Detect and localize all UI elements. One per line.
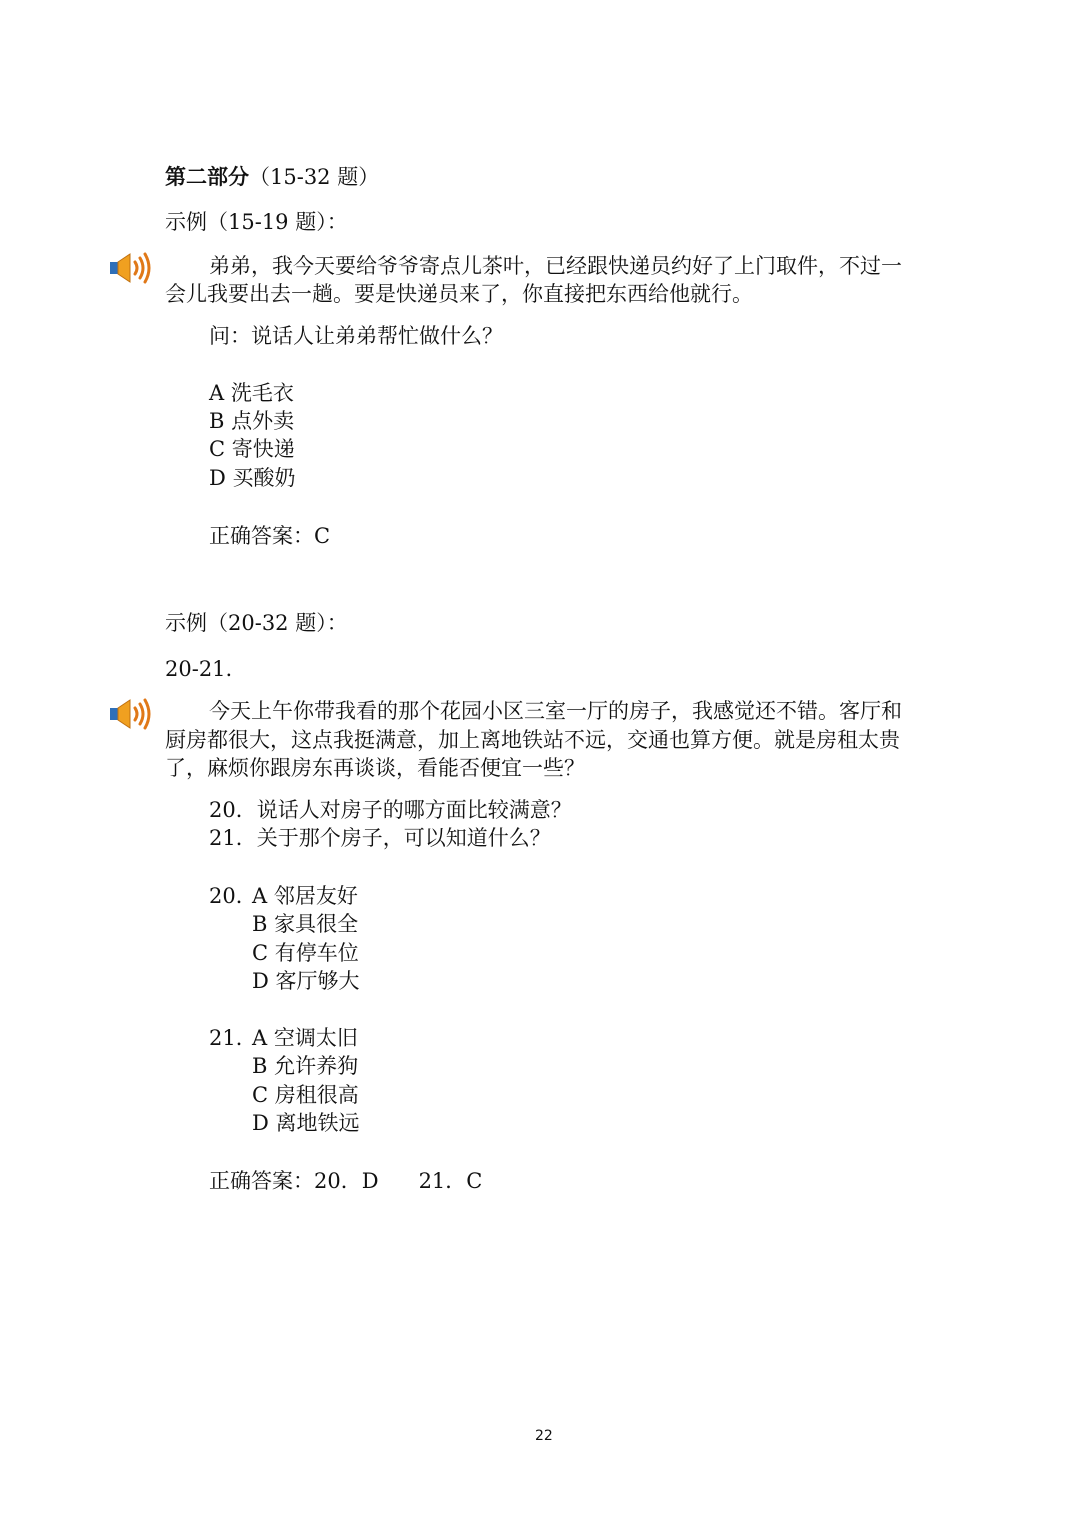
- part-heading: [165, 163, 379, 191]
- example1-option: C 寄快递: [209, 437, 295, 461]
- option-20: D 客厅够大: [252, 969, 360, 993]
- option-21: A 空调太旧: [252, 1026, 358, 1050]
- example2-question-21: 21．关于那个房子，可以知道什么？: [209, 826, 551, 850]
- option-21: B 允许养狗: [252, 1054, 359, 1078]
- page-number: 22: [535, 1428, 553, 1444]
- option-20: A 邻居友好: [252, 884, 358, 908]
- example1-option: D 买酸奶: [209, 466, 296, 490]
- part-heading-title: 第二部分: [165, 164, 249, 189]
- example2-passage-line2: 厨房都很大，这点我挺满意，加上离地铁站不远，交通也算方便。就是房租太贵: [165, 728, 900, 752]
- example1-label: 示例（15-19 题）：: [165, 210, 348, 234]
- example2-passage-line3: 了，麻烦你跟房东再谈谈，看能否便宜一些？: [165, 756, 585, 780]
- example2-label: 示例（20-32 题）：: [165, 611, 348, 635]
- answer-label: 正确答案：: [209, 1169, 314, 1193]
- example1-option: A 洗毛衣: [209, 381, 294, 405]
- example1-passage-line2: 会儿我要出去一趟。要是快递员来了，你直接把东西给他就行。: [165, 282, 753, 306]
- option-20: B 家具很全: [252, 912, 359, 936]
- part-heading-range: （15-32 题）: [249, 165, 380, 189]
- example2-passage-line1: 今天上午你带我看的那个花园小区三室一厅的房子，我感觉还不错。客厅和: [209, 699, 902, 723]
- example1-question: 问：说话人让弟弟帮忙做什么？: [209, 324, 503, 348]
- example1-passage-line1: 弟弟，我今天要给爷爷寄点儿茶叶，已经跟快递员约好了上门取件，不过一: [209, 254, 902, 278]
- option-21: C 房租很高: [252, 1083, 359, 1107]
- example1-option: B 点外卖: [209, 409, 295, 433]
- answer-20: 20．D: [314, 1169, 379, 1193]
- option-20: C 有停车位: [252, 941, 359, 965]
- example2-question-20: 20．说话人对房子的哪方面比较满意？: [209, 798, 572, 822]
- example1-answer: 正确答案：C: [209, 524, 331, 548]
- example2-group: 20-21.: [165, 657, 233, 681]
- speaker-icon[interactable]: [108, 251, 154, 285]
- options-21-number: 21．: [209, 1026, 257, 1050]
- speaker-icon[interactable]: [108, 697, 154, 731]
- option-21: D 离地铁远: [252, 1111, 360, 1135]
- options-20-number: 20．: [209, 884, 257, 908]
- answer-21: 21．C: [418, 1169, 483, 1193]
- example2-answer: [209, 1167, 482, 1195]
